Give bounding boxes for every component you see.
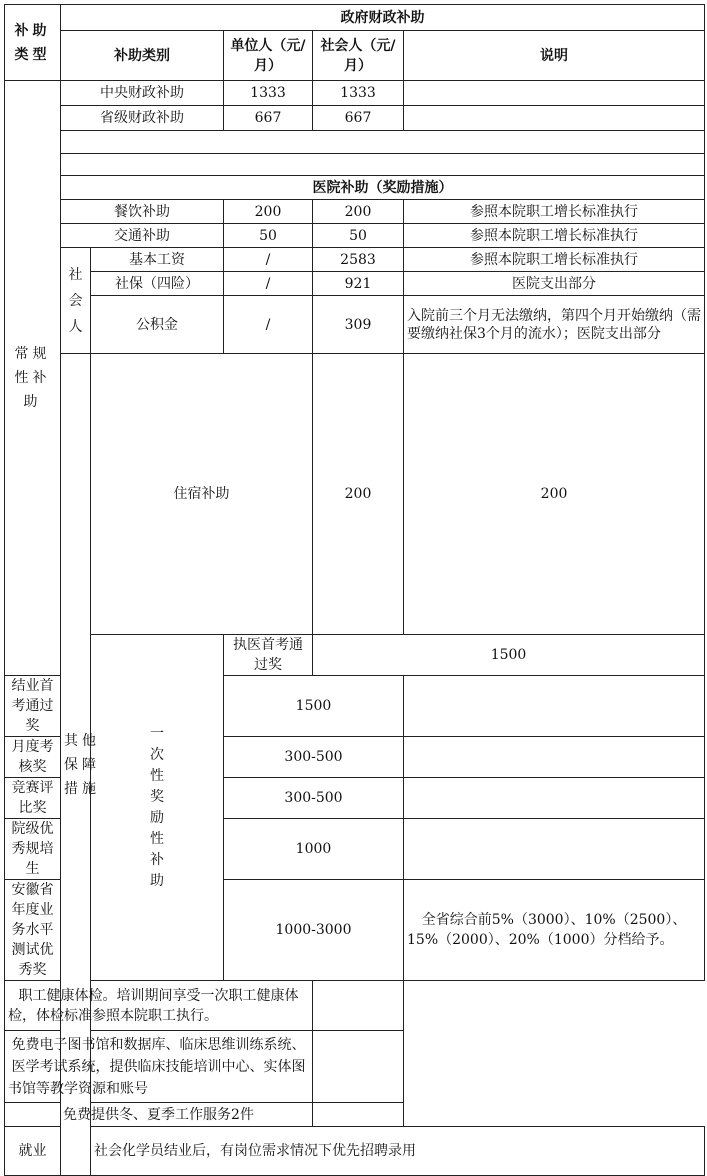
reward-amount: 1500 [224,676,404,737]
reward-note [404,778,705,819]
extra-note [313,981,404,1031]
gov-note [404,81,705,106]
subsidy-social: 921 [313,272,404,296]
table-row [5,296,705,354]
subsidy-unit: 200 [313,354,404,635]
table-row [5,248,705,272]
table-row [5,272,705,296]
table-row [5,635,705,676]
gov-name: 中央财政补助 [61,81,224,106]
header-category: 补助类别 [61,31,224,81]
header-type-label: 补助类型 [5,5,61,81]
header-unit-person: 单位人（元/月） [224,31,313,81]
reward-note [404,819,705,880]
employment-row [5,1127,705,1176]
gov-unit: 1333 [224,81,313,106]
reward-amount: 1000 [224,819,404,880]
subsidy-social: 200 [404,354,705,635]
subsidy-name: 基本工资 [91,248,224,272]
table-row [5,224,705,248]
blank-cell [61,154,705,176]
gov-social: 1333 [313,81,404,106]
social-group-label: 社会人 [61,248,91,354]
subsidy-unit: 50 [224,224,313,248]
header-note: 说明 [404,31,705,81]
blank-row [5,131,705,154]
regular-label: 常规性补助 [5,81,61,676]
subsidy-name: 住宿补助 [91,354,313,635]
table-row [5,200,705,224]
hospital-title: 医院补助（奖励措施） [61,176,705,200]
subsidy-social: 2583 [313,248,404,272]
reward-name: 安徽省年度业务水平测试优秀奖 [5,880,61,981]
hospital-title-row [5,176,705,200]
gov-name: 省级财政补助 [61,106,224,131]
reward-amount: 300-500 [224,737,404,778]
blank-row [5,154,705,176]
table-row [5,354,705,635]
extra-item: 免费提供冬、夏季工作服务2件 [5,1103,313,1127]
gov-note [404,106,705,131]
reward-note [404,676,705,737]
table-row [5,981,705,1031]
subsidy-unit: / [224,272,313,296]
subsidy-unit: / [224,248,313,272]
subsidy-name: 餐饮补助 [61,200,224,224]
gov-social: 667 [313,106,404,131]
extra-note [313,1031,404,1103]
gov-unit: 667 [224,106,313,131]
subsidy-unit: / [224,296,313,354]
extra-item: 职工健康体检。培训期间享受一次职工健康体检，体检标准参照本院职工执行。 [5,981,313,1031]
reward-name: 执医首考通过奖 [224,635,313,676]
subsidy-note: 医院支出部分 [404,272,705,296]
reward-name: 月度考核奖 [5,737,61,778]
extra-item: 免费电子图书馆和数据库、临床思维训练系统、医学考试系统，提供临床技能培训中心、实体图书馆等教学资源和账号 [5,1031,313,1103]
reward-name: 院级优秀规培生 [5,819,61,880]
subsidy-note: 参照本院职工增长标准执行 [404,248,705,272]
reward-amount: 1500 [313,635,705,676]
subsidy-note: 参照本院职工增长标准执行 [404,200,705,224]
employment-text: 社会化学员结业后，有岗位需求情况下优先招聘录用 [91,1127,705,1176]
header-row-1 [5,5,705,31]
subsidy-social: 200 [313,200,404,224]
reward-amount: 1000-3000 [224,880,404,981]
subsidy-name: 社保（四险） [91,272,224,296]
subsidy-unit: 200 [224,200,313,224]
header-row-2 [5,31,705,81]
reward-note: 全省综合前5%（3000）、10%（2500）、15%（2000）、20%（1000）分档给予。 [404,880,705,981]
table-row [5,81,705,106]
table-row [5,1031,705,1103]
subsidy-note: 参照本院职工增长标准执行 [404,224,705,248]
subsidy-social: 309 [313,296,404,354]
reward-name: 竞赛评比奖 [5,778,61,819]
reward-name: 结业首考通过奖 [5,676,61,737]
header-social-person: 社会人（元/月） [313,31,404,81]
subsidy-social: 50 [313,224,404,248]
reward-note [404,737,705,778]
reward-amount: 300-500 [224,778,404,819]
table-row [5,106,705,131]
subsidy-name: 交通补助 [61,224,224,248]
employment-label: 就业 [5,1127,61,1176]
reward-group-label: 一次性奖励性补助 [91,635,224,981]
subsidy-note: 入院前三个月无法缴纳，第四个月开始缴纳（需要缴纳社保3个月的流水）；医院支出部分 [404,296,705,354]
extra-note [313,1103,404,1127]
blank-cell [61,131,705,154]
subsidy-table [4,4,705,1176]
other-label: 其他保障措施 [61,354,91,1176]
subsidy-name: 公积金 [91,296,224,354]
table-row [5,1103,705,1127]
header-gov-title: 政府财政补助 [61,5,705,31]
